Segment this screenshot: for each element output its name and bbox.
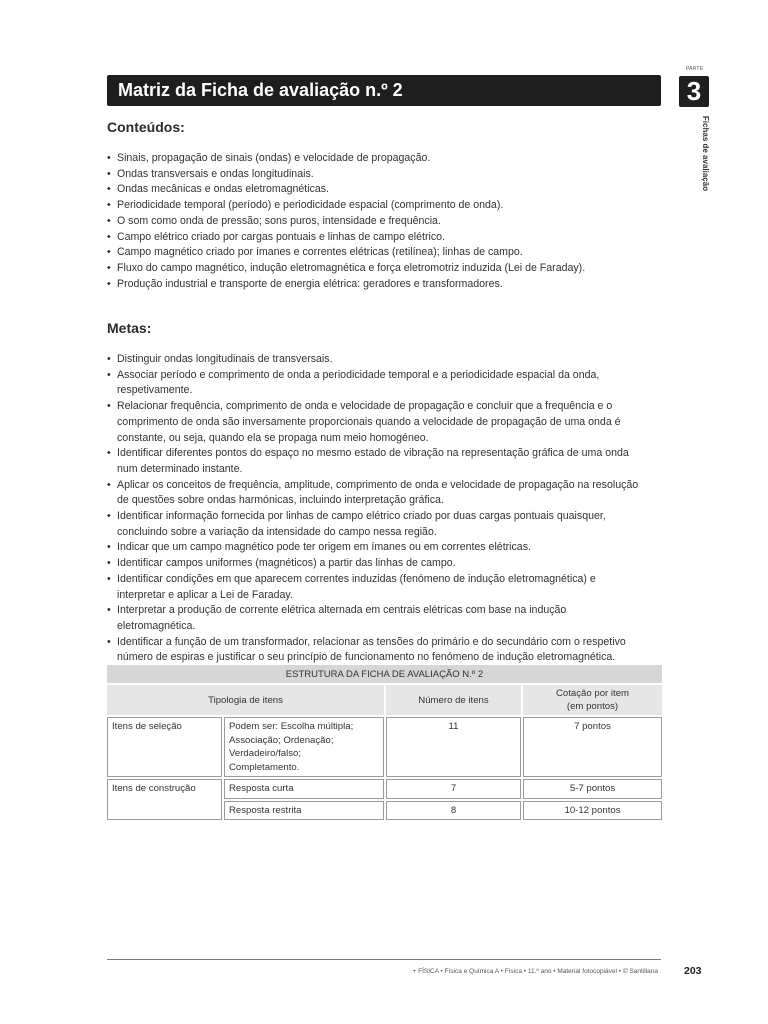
list-item: • Periodicidade temporal (período) e periodicidade espacial (comprimento de onda). (107, 198, 667, 214)
row-category: Itens de construção (107, 779, 222, 820)
list-item: • Sinais, propagação de sinais (ondas) e velocidade de propagação. (107, 151, 667, 167)
metas-list (107, 352, 639, 666)
list-item: • Ondas mecânicas e ondas eletromagnéticas. (107, 182, 667, 198)
list-item: • Fluxo do campo magnético, indução eletromagnética e força eletromotriz induzida (Lei de Faraday). (107, 261, 667, 277)
side-tab (701, 112, 711, 194)
list-item: • Associar período e comprimento de onda a periodicidade temporal e a periodicidade espacial da onda, respetivamente. (107, 368, 639, 399)
row-points: 7 pontos (523, 717, 662, 777)
table-header-row (107, 685, 662, 715)
page-number: 203 (684, 965, 702, 977)
list-item: • Identificar a função de um transformador, relacionar as tensões do primário e do secundário com o respetivo número de espiras e justificar o seu princípio de funcionamento no fenómeno de indução eletromagnética. (107, 635, 639, 666)
row-count: 7 (386, 779, 521, 799)
header-numero: Número de itens (386, 685, 521, 715)
row-points: 5-7 pontos (523, 779, 662, 799)
row-category: Itens de seleção (107, 717, 222, 777)
list-item: • Distinguir ondas longitudinais de transversais. (107, 352, 639, 368)
table-row (107, 717, 662, 777)
page-title: Matriz da Ficha de avaliação n.º 2 (118, 80, 403, 100)
row-detail: Resposta restrita (224, 801, 384, 821)
list-item: • Ondas transversais e ondas longitudinais. (107, 167, 667, 183)
metas-heading: Metas: (107, 320, 152, 336)
structure-table (107, 665, 662, 822)
conteudos-list (107, 151, 667, 292)
footer-rule (107, 959, 661, 960)
detail-line: Associação; Ordenação; (229, 734, 334, 746)
title-bar (107, 75, 661, 106)
list-item: • Campo magnético criado por ímanes e correntes elétricas (retilínea); linhas de campo. (107, 245, 667, 261)
row-count: 11 (386, 717, 521, 777)
list-item: • Interpretar a produção de corrente elétrica alternada em centrais elétricas com base na indução eletromagnética. (107, 603, 639, 634)
detail-line: Verdadeiro/falso; (229, 748, 301, 759)
row-detail (224, 717, 384, 777)
list-item: • Aplicar os conceitos de frequência, amplitude, comprimento de onda e velocidade de propagação na resolução de questões sobre ondas harmónicas, incluindo interpretação gráfica. (107, 478, 639, 509)
list-item: • Identificar diferentes pontos do espaço no mesmo estado de vibração na representação gráfica de uma onda num determinado instante. (107, 446, 639, 477)
row-detail: Resposta curta (224, 779, 384, 799)
table-row (107, 779, 662, 799)
detail-line: Podem ser: Escolha múltipla; (229, 721, 354, 732)
list-item: • Identificar condições em que aparecem correntes induzidas (fenómeno de indução eletromagnética) e interpretar e aplicar a Lei de Faraday. (107, 572, 639, 603)
table-title: ESTRUTURA DA FICHA DE AVALIAÇÃO N.º 2 (107, 665, 662, 683)
part-number-badge: 3 (679, 76, 709, 107)
list-item: • Identificar informação fornecida por linhas de campo elétrico criado por duas cargas pontuais quaisquer, concluindo sobre a variação da intensidade do campo nessa região. (107, 509, 639, 540)
row-count: 8 (386, 801, 521, 821)
footer-text: + FÍSICA • Física e Química A • Física • 11.º ano • Material fotocopiável • © Santillana (412, 968, 658, 975)
list-item: • Identificar campos uniformes (magnéticos) a partir das linhas de campo. (107, 556, 639, 572)
header-cotacao-line2: (em pontos) (566, 701, 619, 712)
detail-line: Completamento. (229, 761, 300, 773)
header-cotacao (523, 685, 662, 715)
side-tab-label: Fichas de avaliação (701, 115, 711, 191)
list-item: • Campo elétrico criado por cargas pontuais e linhas de campo elétrico. (107, 230, 667, 246)
header-cotacao-line1: Cotação por item (555, 688, 630, 699)
list-item: • Produção industrial e transporte de energia elétrica: geradores e transformadores. (107, 277, 667, 293)
list-item: • O som como onda de pressão; sons puros, intensidade e frequência. (107, 214, 667, 230)
row-points: 10-12 pontos (523, 801, 662, 821)
header-tipologia: Tipologia de itens (107, 685, 384, 715)
part-label: PARTE (686, 66, 704, 72)
conteudos-heading: Conteúdos: (107, 119, 185, 135)
list-item: • Indicar que um campo magnético pode ter origem em ímanes ou em correntes elétricas. (107, 540, 639, 556)
list-item: • Relacionar frequência, comprimento de onda e velocidade de propagação e concluir que a frequência e o comprimento de onda são inversamente proporcionais quando a velocidade de propagação de uma onda é constante, ou seja, quando ela se propaga num meio homogéneo. (107, 399, 639, 446)
structure-grid (105, 683, 664, 822)
